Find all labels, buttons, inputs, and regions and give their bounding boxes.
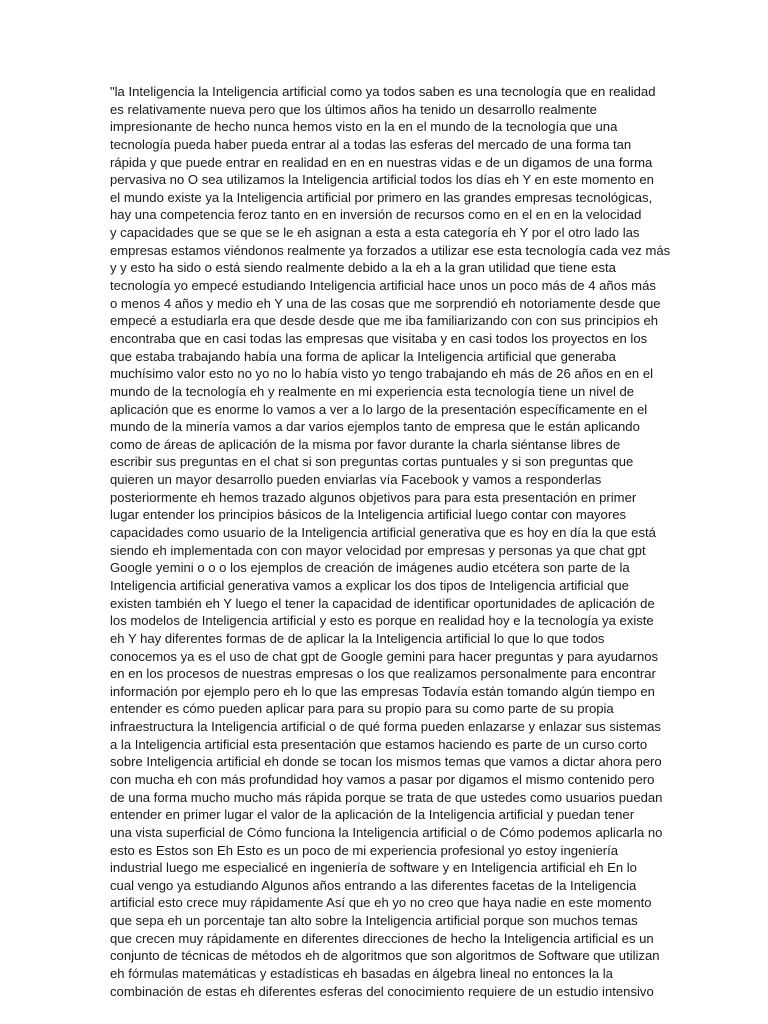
text-line: de una forma mucho mucho más rápida porque se trata de que ustedes como usuarios puedan	[110, 789, 663, 805]
transcript-paragraph	[110, 83, 670, 1000]
text-line: que crecen muy rápidamente en diferentes direcciones de hecho la Inteligencia artificial es un	[110, 930, 654, 946]
text-line: empecé a estudiarla era que desde desde que me iba familiarizando con con sus principios eh	[110, 313, 659, 329]
text-line: infraestructura la Inteligencia artificial o de qué forma pueden enlazarse y enlazar sus sistemas	[110, 719, 661, 735]
text-line: pervasiva no O sea utilizamos la Inteligencia artificial todos los días eh Y en este momento en	[110, 172, 654, 188]
text-line: los modelos de Inteligencia artificial y esto es porque en realidad hoy e la tecnología ya existe	[110, 613, 654, 629]
text-line: encontraba que en casi todas las empresas que visitaba y en casi todos los proyectos en los	[110, 330, 648, 346]
text-line: conjunto de técnicas de métodos eh de algoritmos que son algoritmos de Software que utilizan	[110, 948, 660, 964]
text-line: una vista superficial de Cómo funciona la Inteligencia artificial o de Cómo podemos aplicarla no	[110, 824, 663, 840]
text-line: quieren un mayor desarrollo pueden enviarlas vía Facebook y vamos a responderlas	[110, 472, 602, 488]
text-line: existen también eh Y luego el tener la capacidad de identificar oportunidades de aplicación de	[110, 595, 655, 611]
text-line: siendo eh implementada con con mayor velocidad por empresas y personas ya que chat gpt	[110, 542, 646, 558]
text-line: que sepa eh un porcentaje tan alto sobre la Inteligencia artificial porque son muchos temas	[110, 913, 638, 929]
text-line: o menos 4 años y medio eh Y una de las cosas que me sorprendió eh notoriamente desde que	[110, 295, 661, 311]
text-line: hay una competencia feroz tanto en en inversión de recursos como en el en en la velocidad	[110, 207, 642, 223]
text-line: impresionante de hecho nunca hemos visto en la en el mundo de la tecnología que una	[110, 119, 618, 135]
text-line: con mucha eh con más profundidad hoy vamos a pasar por digamos el mismo contenido pero	[110, 771, 655, 787]
text-line: "la Inteligencia la Inteligencia artificial como ya todos saben es una tecnología que en realidad	[110, 84, 656, 99]
text-line: entender en primer lugar el valor de la aplicación de la Inteligencia artificial y puedan tener	[110, 807, 635, 823]
text-line: el mundo existe ya la Inteligencia artificial por primero en las grandes empresas tecnológicas,	[110, 189, 653, 205]
text-line: y y esto ha sido o está siendo realmente debido a la eh a la gran utilidad que tiene esta	[110, 260, 616, 276]
text-line: eh fórmulas matemáticas y estadísticas eh basadas en álgebra lineal no entonces la la	[110, 966, 613, 982]
text-line: combinación de estas eh diferentes esferas del conocimiento requiere de un estudio intensivo	[110, 983, 654, 999]
text-line: artificial esto crece muy rápidamente Así que eh yo no creo que haya nadie en este momento	[110, 895, 652, 911]
text-line: muchísimo valor esto no yo no lo había visto yo tengo trabajando eh más de 26 años en en el	[110, 366, 654, 382]
text-line: tecnología yo empecé estudiando Inteligencia artificial hace unos un poco más de 4 años más	[110, 278, 656, 294]
text-line: rápida y que puede entrar en realidad en en en nuestras vidas e de un digamos de una forma	[110, 154, 653, 170]
text-line: cual vengo ya estudiando Algunos años entrando a las diferentes facetas de la Inteligencia	[110, 877, 637, 893]
text-line: tecnología pueda haber pueda entrar al a todas las esferas del mercado de una forma tan	[110, 136, 632, 152]
text-line: en en los procesos de nuestras empresas o los que realizamos personalmente para encontrar	[110, 666, 656, 682]
text-line: capacidades como usuario de la Inteligencia artificial generativa que es hoy en día la que está	[110, 525, 656, 541]
text-line: que estaba trabajando había una forma de aplicar la Inteligencia artificial que generaba	[110, 348, 616, 364]
text-line: empresas estamos viéndonos realmente ya forzados a utilizar ese esta tecnología cada vez más	[110, 242, 671, 258]
text-line: escribir sus preguntas en el chat si son preguntas cortas puntuales y si son preguntas que	[110, 454, 634, 470]
text-line: es relativamente nueva pero que los últimos años ha tenido un desarrollo realmente	[110, 101, 597, 117]
text-line: aplicación que es enorme lo vamos a ver a lo largo de la presentación específicamente en el	[110, 401, 648, 417]
text-line: a la Inteligencia artificial esta presentación que estamos haciendo es parte de un curso corto	[110, 736, 648, 752]
text-line: Inteligencia artificial generativa vamos a explicar los dos tipos de Inteligencia artificial que	[110, 577, 629, 593]
text-line: y capacidades que se que se le eh asignan a esta a esta categoría eh Y por el otro lado las	[110, 225, 640, 241]
text-line: esto es Estos son Eh Esto es un poco de mi experiencia profesional yo estoy ingeniería	[110, 842, 619, 858]
text-line: información por ejemplo pero eh lo que las empresas Todavía están tomando algún tiempo en	[110, 683, 655, 699]
text-line: mundo de la minería vamos a dar varios ejemplos tanto de empresa que le están aplicando	[110, 419, 640, 435]
text-line: lugar entender los principios básicos de la Inteligencia artificial luego contar con mayores	[110, 507, 627, 523]
text-line: eh Y hay diferentes formas de de aplicar la la Inteligencia artificial lo que lo que todos	[110, 630, 605, 646]
text-line: conocemos ya es el uso de chat gpt de Google gemini para hacer preguntas y para ayudarnos	[110, 648, 659, 664]
text-line: mundo de la tecnología eh y realmente en mi experiencia esta tecnología tiene un nivel de	[110, 383, 635, 399]
text-line: entender es cómo pueden aplicar para para su propio para su como parte de su propia	[110, 701, 614, 717]
text-line: sobre Inteligencia artificial eh donde se tocan los mismos temas que vamos a dictar ahora pero	[110, 754, 662, 770]
text-line: posteriormente eh hemos trazado algunos objetivos para para esta presentación en primer	[110, 489, 637, 505]
text-line: industrial luego me especialicé en ingeniería de software y en Inteligencia artificial eh En lo	[110, 860, 637, 876]
text-line: Google yemini o o o los ejemplos de creación de imágenes audio etcétera son parte de la	[110, 560, 630, 576]
text-line: como de áreas de aplicación de la misma por favor durante la charla siéntanse libres de	[110, 436, 621, 452]
